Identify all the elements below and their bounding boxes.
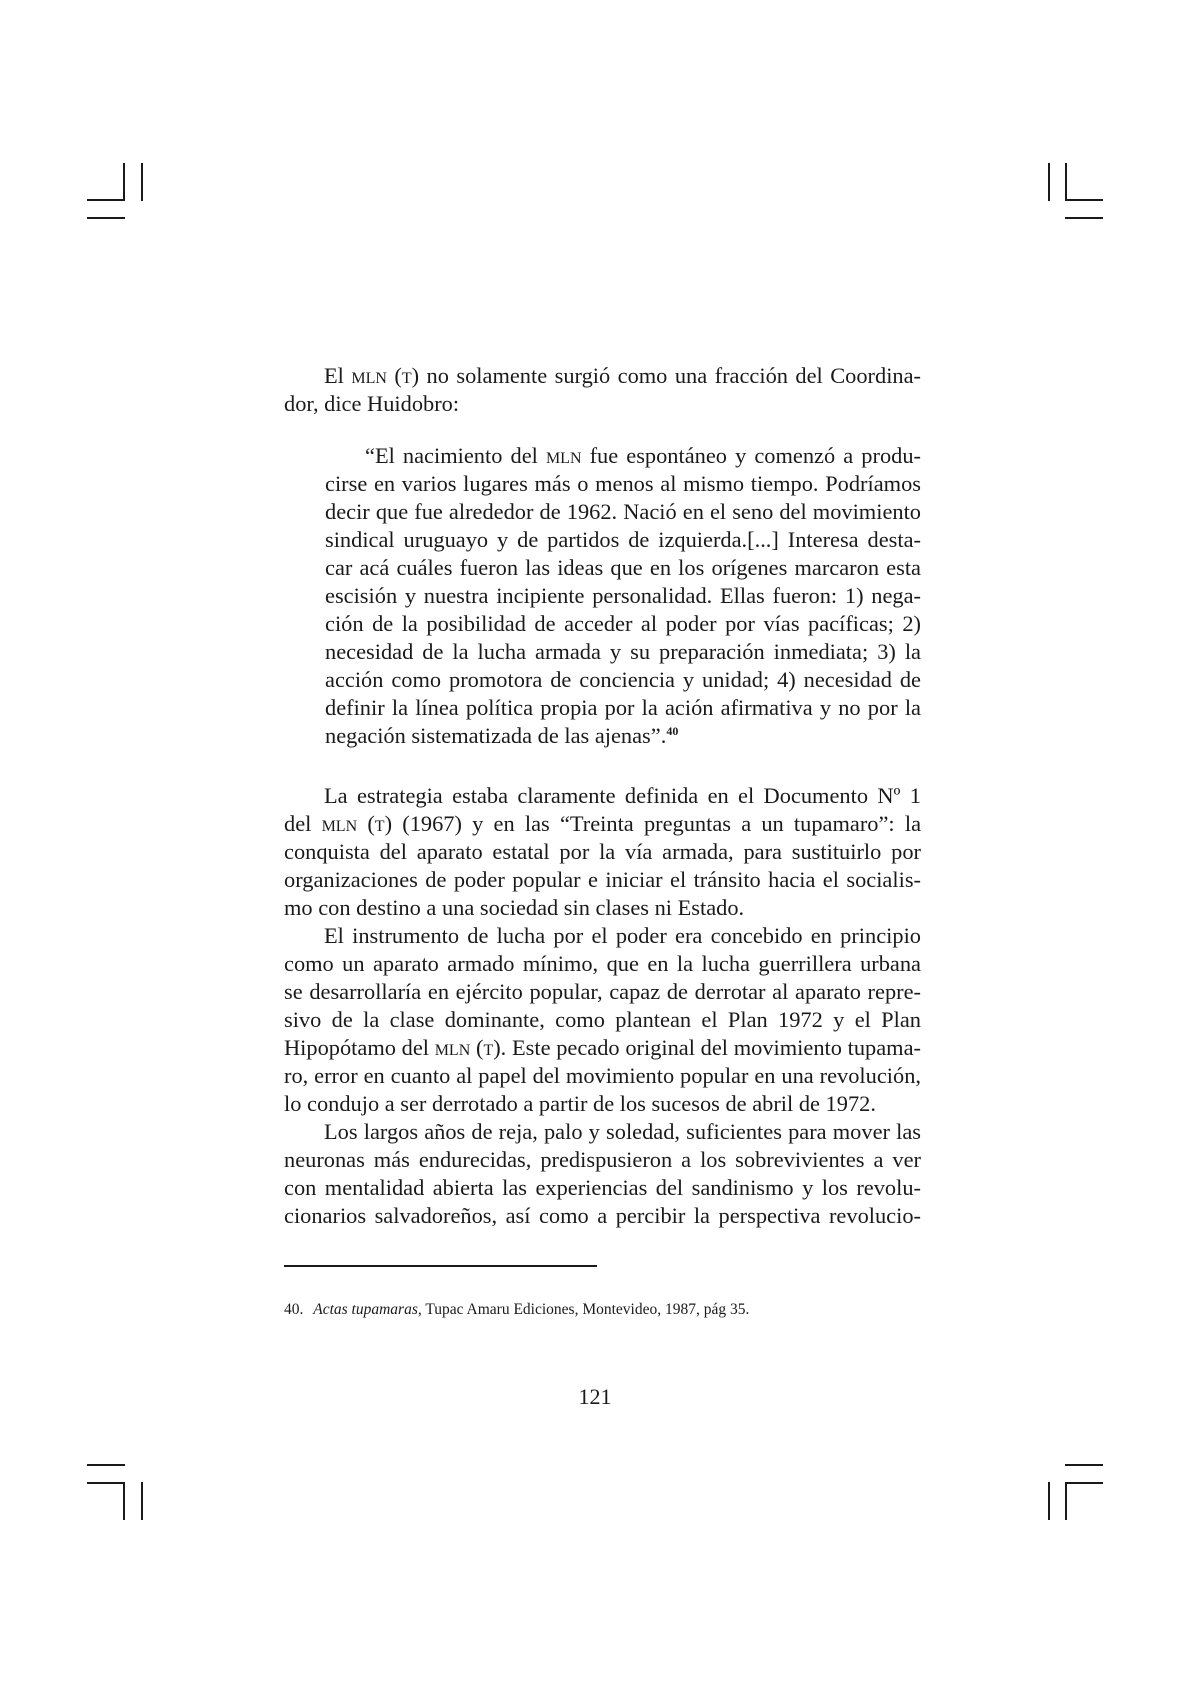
- text-line: se desarrollaría en ejército popular, capaz de derrotar al aparato repre-: [284, 979, 921, 1004]
- quote-line: cirse en varios lugares más o menos al mismo tiempo. Podríamos: [325, 471, 921, 496]
- quote-line: escisión y nuestra incipiente personalidad. Ellas fueron: 1) nega-: [325, 583, 921, 608]
- crop-mark: [1065, 163, 1067, 201]
- footnote-number: 40.: [284, 1301, 304, 1318]
- text-line: lo condujo a ser derrotado a partir de los sucesos de abril de 1972.: [284, 1091, 876, 1116]
- crop-mark: [1065, 199, 1103, 201]
- quote-line: ción de la posibilidad de acceder al poder por vías pacíficas; 2): [325, 611, 921, 636]
- text-line: Hipopótamo del mln (t). Este pecado original del movimiento tupama-: [284, 1035, 921, 1060]
- paragraph-instrument: [284, 922, 921, 1118]
- quote-line: decir que fue alrededor de 1962. Nació en el seno del movimiento: [325, 499, 921, 524]
- text-line: La estrategia estaba claramente definida en el Documento Nº 1: [324, 783, 921, 808]
- text-line: El instrumento de lucha por el poder era concebido en principio: [324, 923, 921, 948]
- text-line: Los largos años de reja, palo y soledad, suficientes para mover las: [324, 1119, 921, 1144]
- crop-mark: [87, 199, 125, 201]
- text-line: ro, error en cuanto al papel del movimiento popular en una revolución,: [284, 1063, 921, 1088]
- page-number: 121: [578, 1384, 612, 1409]
- paragraph-intro: [284, 362, 921, 418]
- text-line: conquista del aparato estatal por la vía armada, para sustituirlo por: [284, 839, 921, 864]
- crop-mark: [123, 163, 125, 201]
- crop-mark: [1065, 1482, 1067, 1520]
- crop-mark: [1065, 217, 1103, 219]
- quote-line: negación sistematizada de las ajenas”.$^{40}$: [325, 723, 679, 748]
- quote-line: sindical uruguayo y de partidos de izquierda.[...] Interesa desta-: [325, 527, 921, 552]
- text-line: mo con destino a una sociedad sin clases ni Estado.: [284, 895, 745, 920]
- block-quote: [325, 442, 921, 750]
- text-line: organizaciones de poder popular e iniciar el tránsito hacia el socialis-: [284, 867, 921, 892]
- text-line: sivo de la clase dominante, como plantean el Plan 1972 y el Plan: [284, 1007, 921, 1032]
- text-line: como un aparato armado mínimo, que en la lucha guerrillera urbana: [284, 951, 921, 976]
- crop-mark: [141, 163, 143, 201]
- text-line: cionarios salvadoreños, así como a percibir la perspectiva revolucio-: [284, 1203, 921, 1228]
- crop-mark: [1048, 163, 1050, 201]
- footnote-title: Actas tupamaras,: [313, 1301, 422, 1318]
- text-line: con mentalidad abierta las experiencias del sandinismo y los revolu-: [284, 1175, 921, 1200]
- text-line: dor, dice Huidobro:: [284, 391, 460, 416]
- crop-mark: [141, 1482, 143, 1520]
- quote-line: definir la línea política propia por la ación afirmativa y no por la: [325, 695, 921, 720]
- crop-mark: [1048, 1482, 1050, 1520]
- paragraph-strategy: [284, 782, 921, 922]
- text-line: del mln (t) (1967) y en las “Treinta preguntas a un tupamaro”: la: [284, 811, 921, 836]
- quote-line: car acá cuáles fueron las ideas que en los orígenes marcaron esta: [325, 555, 921, 580]
- crop-mark: [87, 1482, 125, 1484]
- crop-mark: [87, 217, 125, 219]
- footnote-separator: [284, 1265, 597, 1267]
- crop-mark: [1065, 1464, 1103, 1466]
- quote-line: necesidad de la lucha armada y su preparación inmediata; 3) la: [325, 639, 921, 664]
- text-line: El mln (t) no solamente surgió como una fracción del Coordina-: [324, 363, 921, 388]
- crop-mark: [1065, 1482, 1103, 1484]
- text-line: neuronas más endurecidas, predispusieron a los sobrevivientes a ver: [284, 1147, 921, 1172]
- quote-line: “El nacimiento del mln fue espontáneo y comenzó a produ-: [365, 443, 921, 468]
- footnote: [284, 1301, 749, 1319]
- footnote-reference[interactable]: 40: [666, 724, 679, 738]
- crop-mark: [87, 1464, 125, 1466]
- quote-line: acción como promotora de conciencia y unidad; 4) necesidad de: [325, 667, 921, 692]
- crop-mark: [123, 1482, 125, 1520]
- paragraph-years: [284, 1118, 921, 1230]
- footnote-citation: Tupac Amaru Ediciones, Montevideo, 1987, pág 35.: [421, 1301, 750, 1318]
